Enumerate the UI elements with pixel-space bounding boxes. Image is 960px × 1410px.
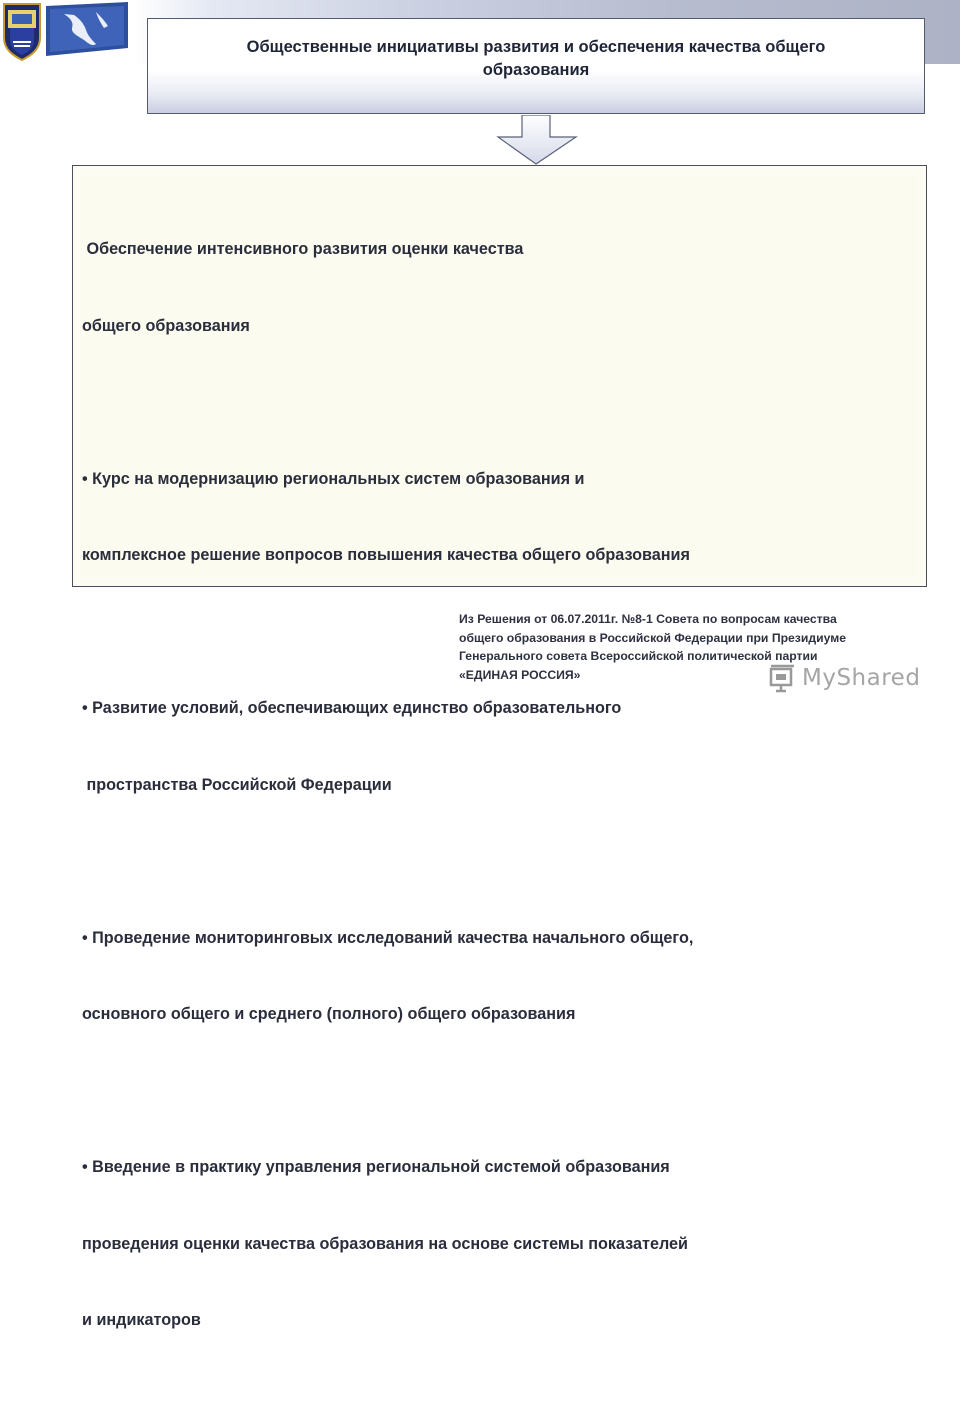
list-item-line: • Введение в практику управления региональной системой образования: [82, 1158, 670, 1176]
citation-line: общего образования в Российской Федерации при Президиуме: [459, 630, 846, 645]
list-item-line: пространства Российской Федерации: [82, 775, 392, 794]
title-banner: [147, 18, 925, 114]
citation-line: Из Решения от 06.07.2011г. №8-1 Совета по вопросам качества: [459, 612, 837, 626]
presentation-icon: [768, 663, 798, 693]
citation-line: «ЕДИНАЯ РОССИЯ»: [459, 667, 581, 682]
list-item-line: • Проведение мониторинговых исследований качества начального общего,: [82, 928, 694, 947]
list-item: [82, 875, 912, 1079]
list-item-line: проведения оценки качества образования на основе системы показателей: [82, 1234, 688, 1253]
list-item-line: • Курс на модернизацию региональных систем образования и: [82, 469, 585, 488]
initiatives-list: [82, 186, 912, 1410]
list-item: [82, 416, 912, 620]
citation-line: Генерального совета Всероссийской политической партии: [459, 649, 818, 663]
list-item: [82, 186, 912, 390]
down-arrow-icon: [496, 115, 580, 165]
list-item-line: комплексное решение вопросов повышения качества общего образования: [82, 546, 690, 564]
watermark: [768, 660, 938, 696]
title-line: Общественные инициативы развития и обеспечения качества общего: [246, 38, 826, 56]
list-item-line: Обеспечение интенсивного развития оценки качества: [82, 240, 524, 258]
list-item-line: общего образования: [82, 316, 250, 335]
watermark-text: MyShared: [802, 665, 921, 691]
list-item-line: • Развитие условий, обеспечивающих единство образовательного: [82, 699, 622, 717]
list-item-line: и индикаторов: [82, 1311, 201, 1329]
list-item: [82, 1104, 912, 1385]
page-title: [156, 36, 916, 82]
title-line: образования: [482, 61, 590, 79]
list-item-line: основного общего и среднего (полного) общего образования: [82, 1005, 576, 1023]
emblem-logo: [0, 0, 132, 62]
